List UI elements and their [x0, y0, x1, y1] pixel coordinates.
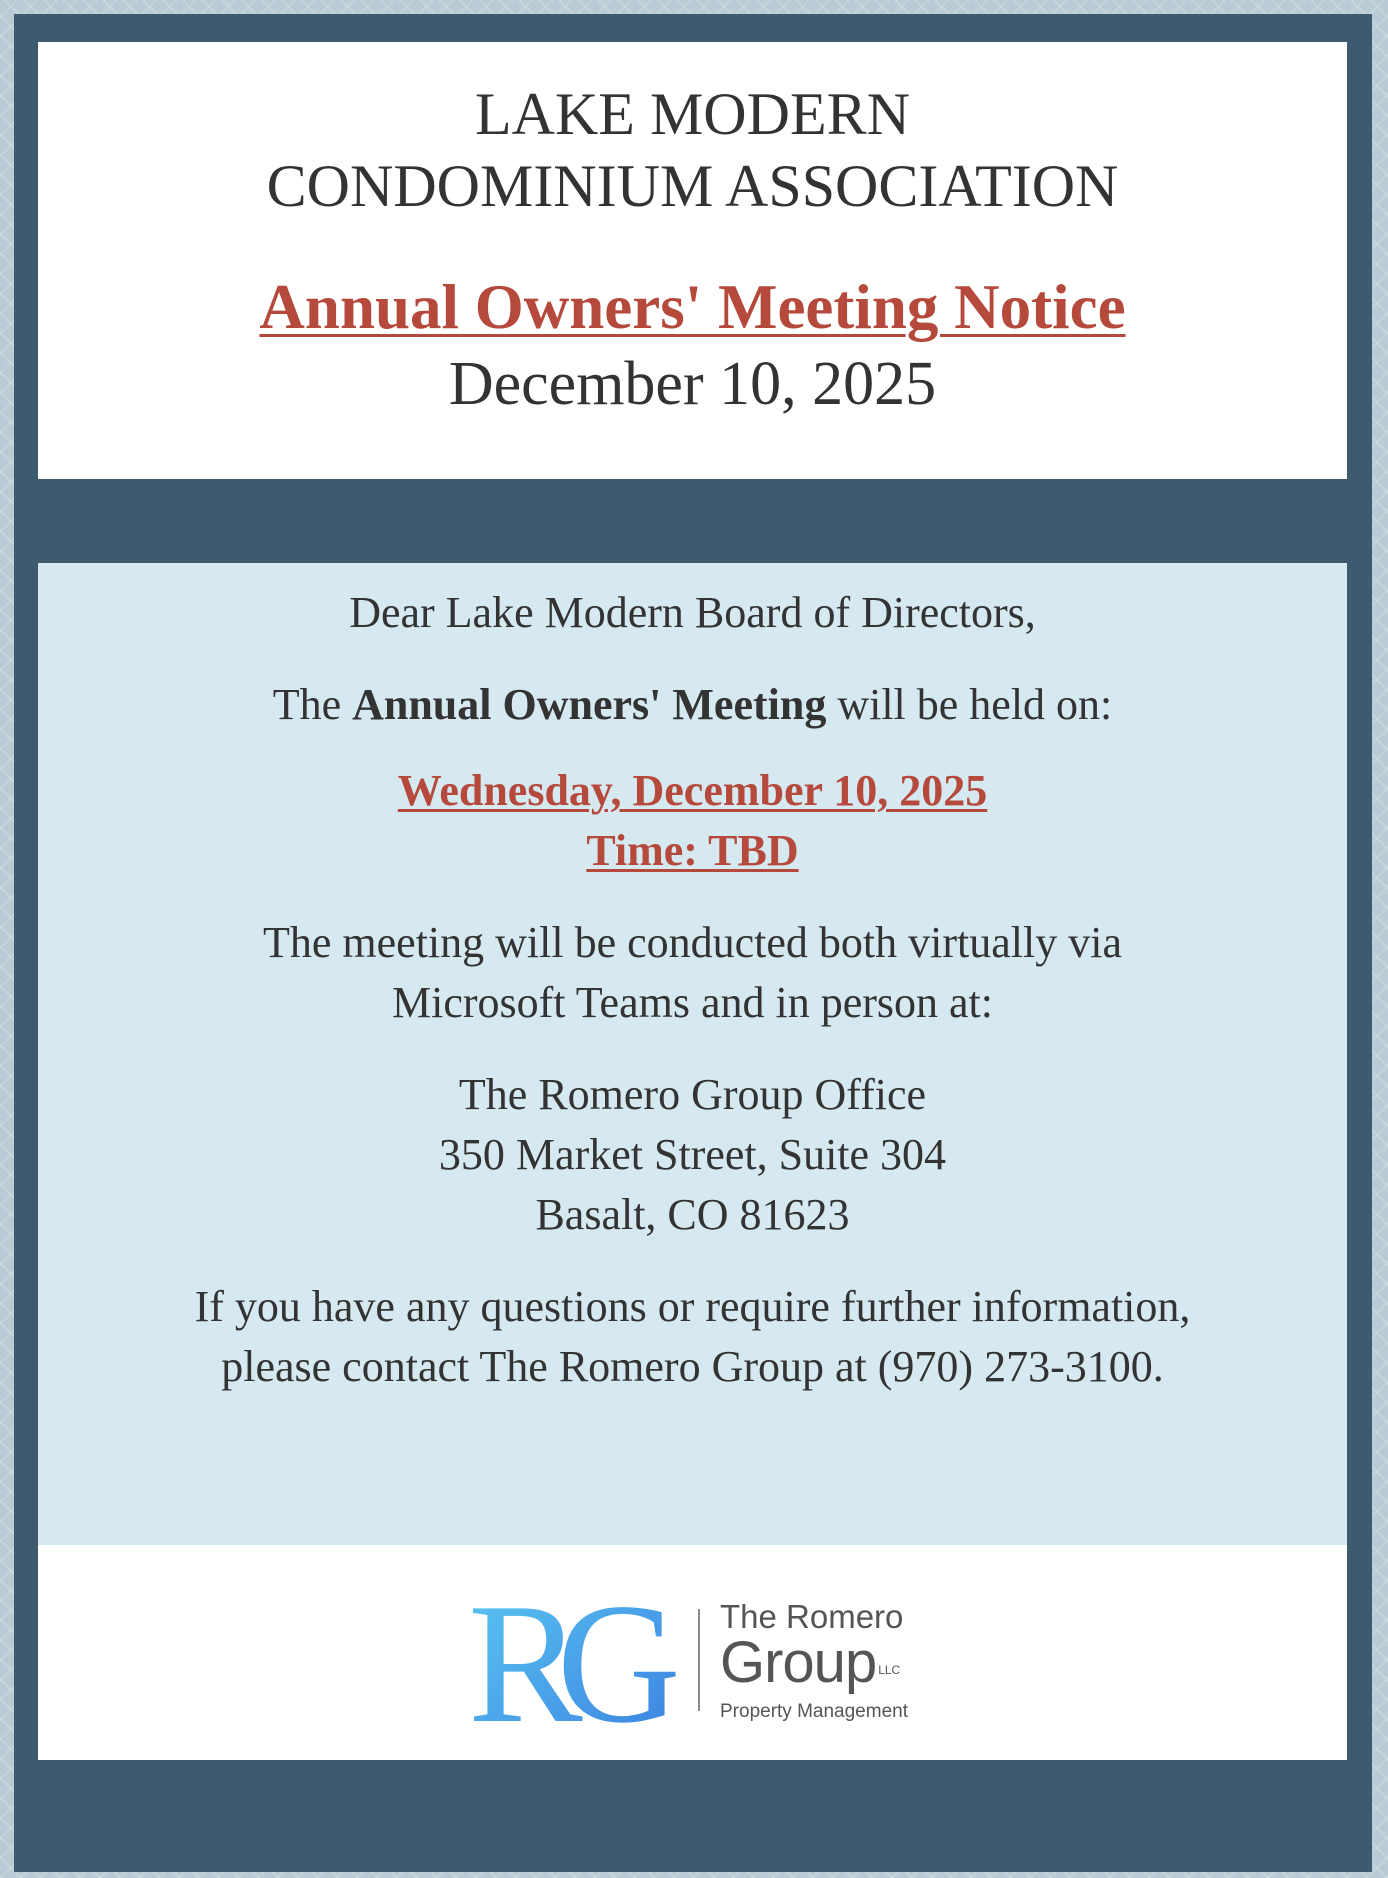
logo-line3: Property Management — [720, 1701, 908, 1722]
held-prefix: The — [272, 680, 353, 729]
notice-title: Annual Owners' Meeting Notice — [259, 272, 1126, 342]
greeting: Dear Lake Modern Board of Directors, — [349, 588, 1036, 637]
conduct-block — [38, 913, 1347, 1033]
footer-card — [38, 1545, 1347, 1760]
contact-line2: please contact The Romero Group at (970) 273-3100. — [221, 1342, 1164, 1391]
header-card — [38, 42, 1347, 479]
logo-wordmark — [720, 1599, 908, 1724]
conduct-line2: Microsoft Teams and in person at: — [392, 978, 993, 1027]
logo-monogram: RG — [468, 1581, 655, 1731]
logo-group: Group — [720, 1630, 877, 1695]
contact-block — [38, 1277, 1347, 1397]
contact-line1: If you have any questions or require further information, — [194, 1282, 1191, 1331]
logo-llc: LLC — [878, 1663, 901, 1677]
held-bold: Annual Owners' Meeting — [352, 680, 827, 729]
meeting-when — [38, 761, 1347, 881]
meeting-time: Time: TBD — [586, 826, 799, 875]
address-line1: The Romero Group Office — [458, 1070, 927, 1119]
logo-line2 — [720, 1630, 908, 1698]
logo-line1: The Romero — [720, 1598, 904, 1635]
body-card — [38, 563, 1347, 1545]
conduct-line1: The meeting will be conducted both virtually via — [263, 918, 1122, 967]
org-name-line1: LAKE MODERN — [475, 81, 910, 147]
meeting-held-line — [38, 675, 1347, 735]
address-line2: 350 Market Street, Suite 304 — [438, 1130, 947, 1179]
held-suffix: will be held on: — [826, 680, 1113, 729]
org-name-line2: CONDOMINIUM ASSOCIATION — [266, 153, 1119, 219]
notice-frame — [14, 14, 1372, 1872]
notice-date: December 10, 2025 — [448, 350, 937, 418]
meeting-date: Wednesday, December 10, 2025 — [397, 766, 988, 815]
address-line3: Basalt, CO 81623 — [535, 1190, 850, 1239]
address-block — [38, 1065, 1347, 1245]
